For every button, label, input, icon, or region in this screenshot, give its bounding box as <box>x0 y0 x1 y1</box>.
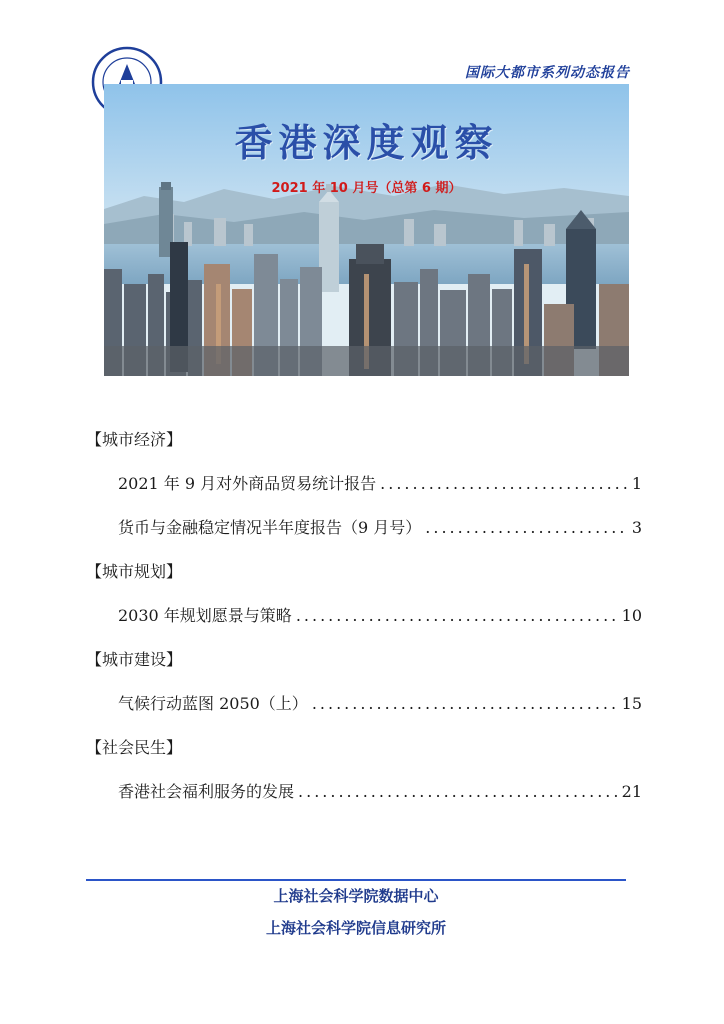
toc-entry-title: 货币与金融稳定情况半年度报告（9 月号） <box>118 518 422 537</box>
toc-entry-trade-report[interactable] <box>118 462 642 506</box>
toc-entry-social-welfare[interactable] <box>118 770 642 814</box>
toc-entry-page: 15 <box>621 694 642 713</box>
section-heading-planning: 【城市规划】 <box>86 562 183 581</box>
magazine-title: 香港深度观察 <box>234 120 499 165</box>
toc-entry-monetary-report[interactable] <box>118 506 642 550</box>
org-line-data-center: 上海社会科学院数据中心 <box>273 887 439 905</box>
dot-leader <box>425 506 628 550</box>
dot-leader <box>312 682 618 726</box>
section-heading-livelihood: 【社会民生】 <box>86 738 183 757</box>
table-of-contents <box>86 418 642 814</box>
dot-leader <box>296 594 618 638</box>
series-label: 国际大都市系列动态报告 <box>465 65 630 81</box>
toc-entry-planning-vision[interactable] <box>118 594 642 638</box>
toc-entry-title: 气候行动蓝图 2050（上） <box>118 694 308 713</box>
toc-entry-page: 21 <box>621 782 642 801</box>
dot-leader <box>380 462 628 506</box>
issue-number: 2021 年 10 月号（总第 6 期） <box>271 181 462 196</box>
toc-entry-climate-blueprint[interactable] <box>118 682 642 726</box>
section-heading-economy: 【城市经济】 <box>86 430 183 449</box>
toc-entry-title: 香港社会福利服务的发展 <box>118 782 295 801</box>
dot-leader <box>298 770 618 814</box>
toc-entry-page: 3 <box>631 518 642 537</box>
org-line-info-institute: 上海社会科学院信息研究所 <box>265 919 446 937</box>
toc-entry-title: 2021 年 9 月对外商品贸易统计报告 <box>118 474 377 493</box>
section-heading-construction: 【城市建设】 <box>86 650 183 669</box>
footer-divider <box>86 879 626 881</box>
toc-entry-page: 10 <box>621 606 642 625</box>
toc-entry-title: 2030 年规划愿景与策略 <box>118 606 292 625</box>
toc-entry-page: 1 <box>631 474 642 493</box>
